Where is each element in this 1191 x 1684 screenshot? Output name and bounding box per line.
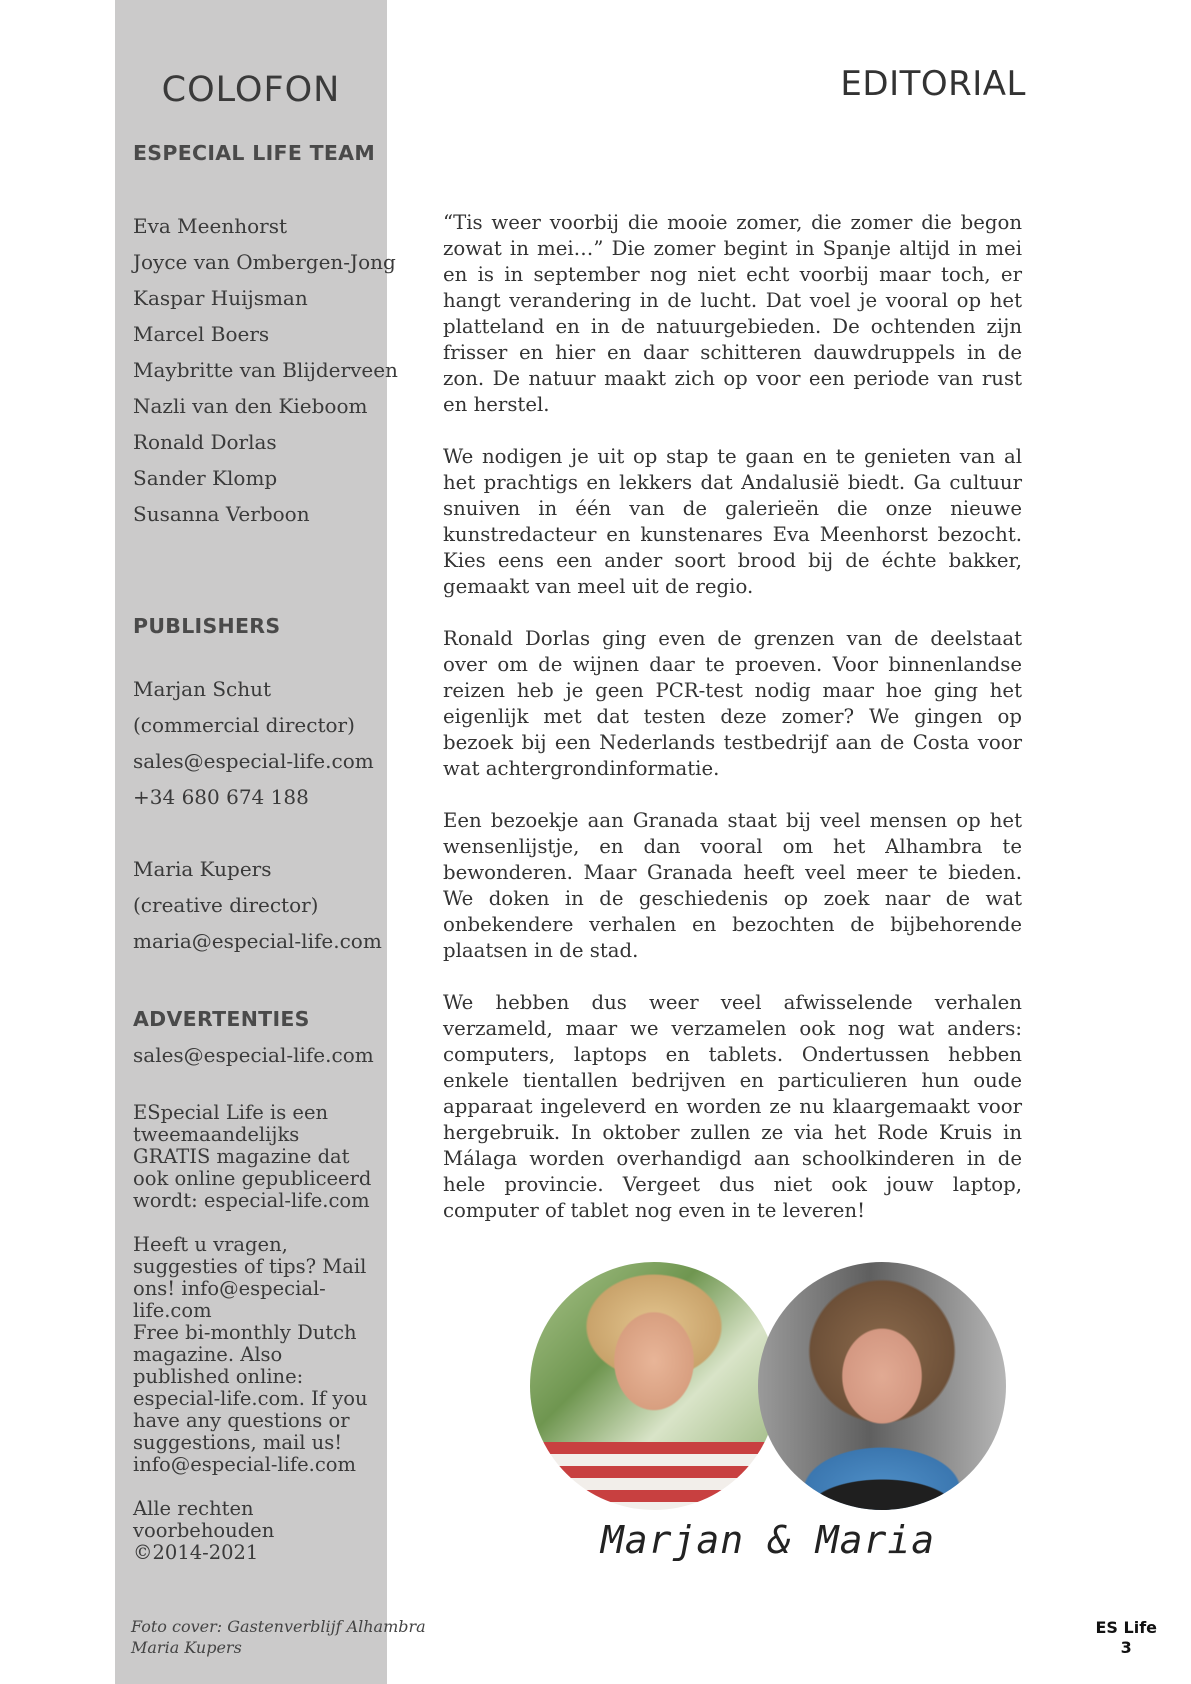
ads-heading: ADVERTENTIES [133, 1007, 310, 1031]
editorial-title: EDITORIAL [840, 64, 1026, 104]
about-en: Free bi-monthly Dutch magazine. Also published online: especial-life.com. If you have any questions or suggestions, mail us! info@especial-life.com [133, 1321, 368, 1476]
publisher-email: maria@especial-life.com [133, 929, 382, 953]
publisher-name: Marjan Schut [133, 677, 272, 701]
magazine-brand: ES Life [1095, 1618, 1157, 1637]
publisher-role: (commercial director) [133, 713, 355, 737]
editorial-paragraph: We hebben dus weer veel afwisselende verhalen verzameld, maar we verzamelen ook nog wat anders: computers, laptops en tablets. Ondertussen hebben enkele tientallen bedrijven en particulieren hun oude apparaat ingeleverd en worden ze nu klaargemaakt voor hergebruik. In oktober zullen ze via het Rode Kruis in Málaga worden overhandigd aan schoolkinderen in de hele provincie. Vergeet dus niet ook jouw laptop, computer of tablet nog even in te leveren! [443, 991, 1022, 1222]
team-member: Maybritte van Blijderveen [133, 358, 398, 382]
publisher-1-contact [133, 671, 374, 815]
publisher-2-contact [133, 851, 382, 959]
editorial-paragraph: Ronald Dorlas ging even de grenzen van de deelstaat over om de wijnen daar te proeven. Voor binnenlandse reizen heb je geen PCR-test nodig maar hoe ging het eigenlijk met dat testen deze zomer? We gingen op bezoek bij een Nederlands testbedrijf aan de Costa voor wat achtergrondinformatie. [443, 627, 1022, 780]
questions-nl: Heeft u vragen, suggesties of tips? Mail ons! info@especial-life.com [133, 1233, 367, 1322]
about-nl: ESpecial Life is een tweemaandelijks GRATIS magazine dat ook online gepubliceerd wordt: especial-life.com [133, 1101, 372, 1212]
editorial-paragraph: “Tis weer voorbij die mooie zomer, die zomer die begon zowat in mei…” Die zomer begint in Spanje altijd in mei en is in september nog niet echt voorbij maar toch, er hangt verandering in de lucht. Dat voel je vooral op het platteland en in de natuurgebieden. De ochtenden zijn frisser en hier en daar schitteren dauwdruppels in de zon. De natuur maakt zich op voor een periode van rust en herstel. [443, 211, 1022, 416]
publisher-email: sales@especial-life.com [133, 749, 374, 773]
colofon-title: COLOFON [161, 70, 341, 110]
team-member: Ronald Dorlas [133, 430, 277, 454]
page-number: 3 [1120, 1638, 1132, 1657]
team-member: Sander Klomp [133, 466, 278, 490]
team-member: Joyce van Ombergen-Jong [133, 250, 396, 274]
signature: Marjan & Maria [600, 1518, 936, 1562]
ads-email: sales@especial-life.com [133, 1043, 374, 1067]
credit-line: Maria Kupers [131, 1638, 242, 1657]
team-list [133, 208, 398, 532]
page-footer [1095, 1618, 1157, 1658]
credit-line: Foto cover: Gastenverblijf Alhambra [131, 1617, 426, 1636]
publishers-heading: PUBLISHERS [133, 614, 281, 638]
team-member: Nazli van den Kieboom [133, 394, 368, 418]
team-member: Kaspar Huijsman [133, 286, 308, 310]
portrait-photo-maria [758, 1262, 1006, 1510]
portrait-photo-marjan [530, 1262, 778, 1510]
cover-photo-credit [131, 1616, 426, 1658]
publisher-name: Maria Kupers [133, 857, 272, 881]
team-member: Eva Meenhorst [133, 214, 287, 238]
ads-contact [133, 1037, 374, 1073]
publisher-phone: +34 680 674 188 [133, 785, 309, 809]
team-member: Marcel Boers [133, 322, 270, 346]
editorial-paragraph: Een bezoekje aan Granada staat bij veel mensen op het wensenlijstje, en dan vooral om het Alhambra te bewonderen. Maar Granada heeft veel meer te bieden. We doken in de geschiedenis op zoek naar de wat onbekendere verhalen en bezochten de bijbehorende plaatsen in de stad. [443, 809, 1022, 962]
team-heading: ESPECIAL LIFE TEAM [133, 141, 376, 165]
rights-notice: Alle rechten voorbehouden ©2014-2021 [133, 1497, 275, 1564]
publisher-role: (creative director) [133, 893, 319, 917]
editorial-body [443, 210, 1022, 1250]
editorial-paragraph: We nodigen je uit op stap te gaan en te genieten van al het prachtigs en lekkers dat Andalusië biedt. Ga cultuur snuiven in één van de galerieën die onze nieuwe kunstredacteur en kunstenares Eva Meenhorst bezocht. Kies eens een ander soort brood bij de échte bakker, gemaakt van meel uit de regio. [443, 445, 1022, 598]
team-member: Susanna Verboon [133, 502, 310, 526]
